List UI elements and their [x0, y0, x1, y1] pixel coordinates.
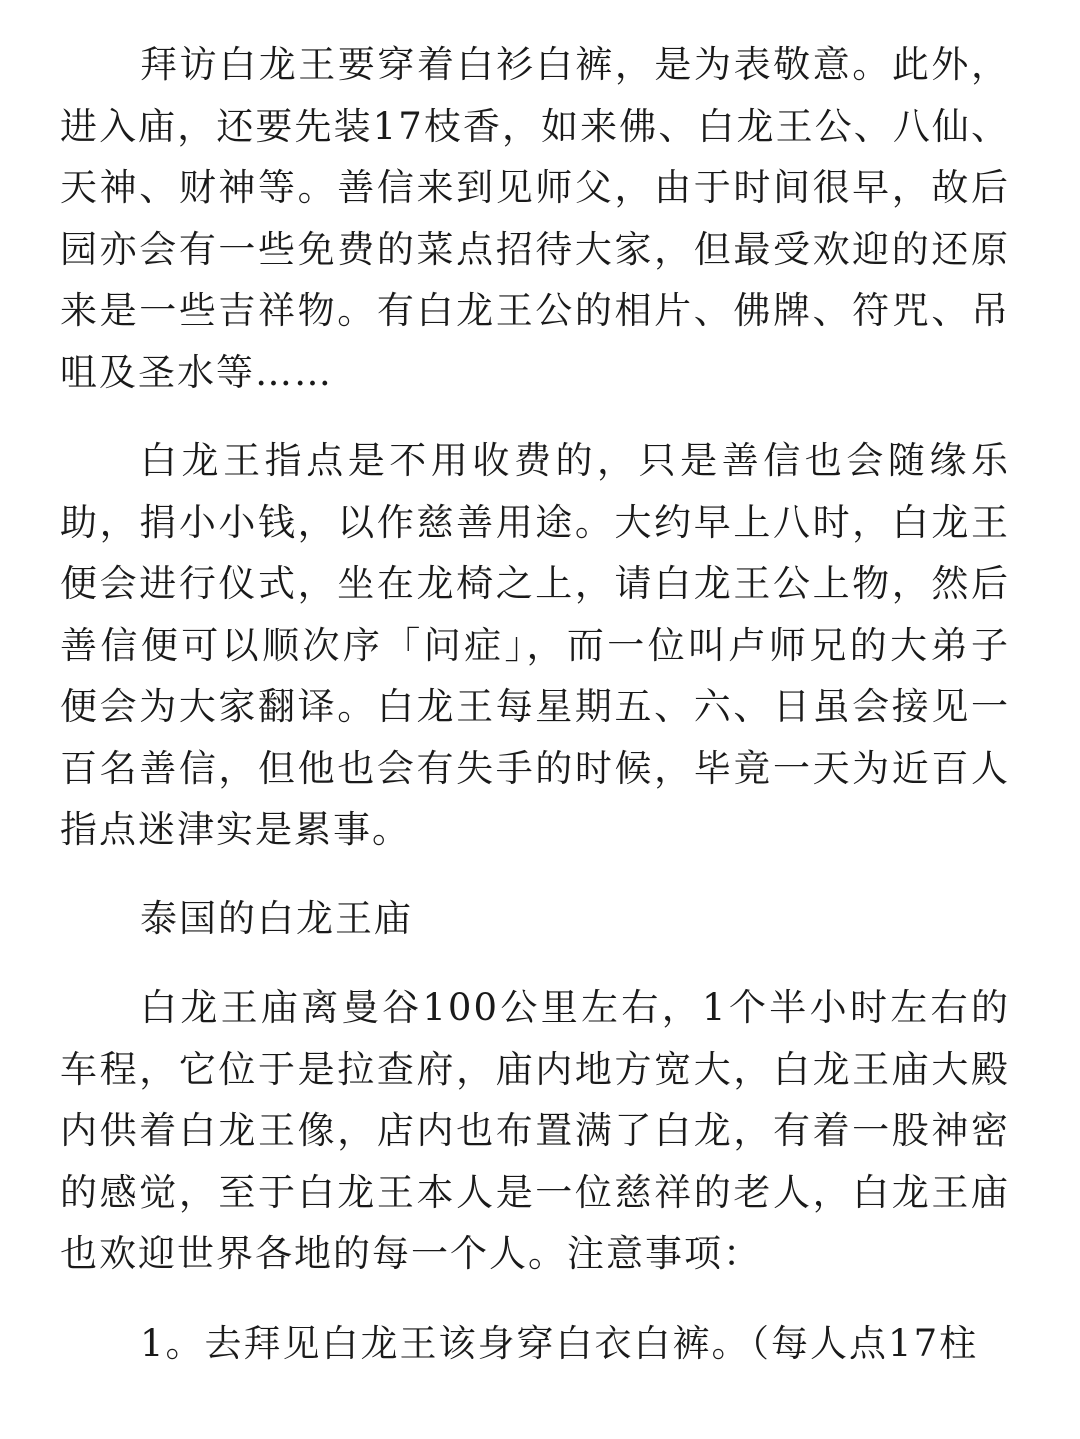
paragraph-guidance-free: 白龙王指点是不用收费的，只是善信也会随缘乐助，捐小小钱，以作慈善用途。大约早上八时，白龙王便会进行仪式，坐在龙椅之上，请白龙王公上物，然后善信便可以顺次序「问症」，而一位叫卢师兄的大弟子便会为大家翻译。白龙王每星期五、六、日虽会接见一百名善信，但他也会有失手的时候，毕竟一天为近百人指点迷津实是累事。	[60, 439, 1010, 851]
paragraph-visit-attire: 拜访白龙王要穿着白衫白裤，是为表敬意。此外，进入庙，还要先装17枝香，如来佛、白龙王公、八仙、天神、财神等。善信来到见师父，由于时间很早，故后园亦会有一些免费的菜点招待大家，但最受欢迎的还原来是一些吉祥物。有白龙王公的相片、佛牌、符咒、吊咀及圣水等……	[60, 43, 1010, 394]
paragraph-temple-location: 白龙王庙离曼谷100公里左右，1个半小时左右的车程，它位于是拉查府，庙内地方宽大，白龙王庙大殿内供着白龙王像，店内也布置满了白龙，有着一股神密的感觉，至于白龙王本人是一位慈祥的老人，白龙王庙也欢迎世界各地的每一个人。注意事项：	[60, 986, 1010, 1275]
section-heading-thai-temple: 泰国的白龙王庙	[140, 897, 413, 940]
list-item-notice-1: 1。去拜见白龙王该身穿白衣白裤。（每人点17柱	[140, 1322, 979, 1365]
